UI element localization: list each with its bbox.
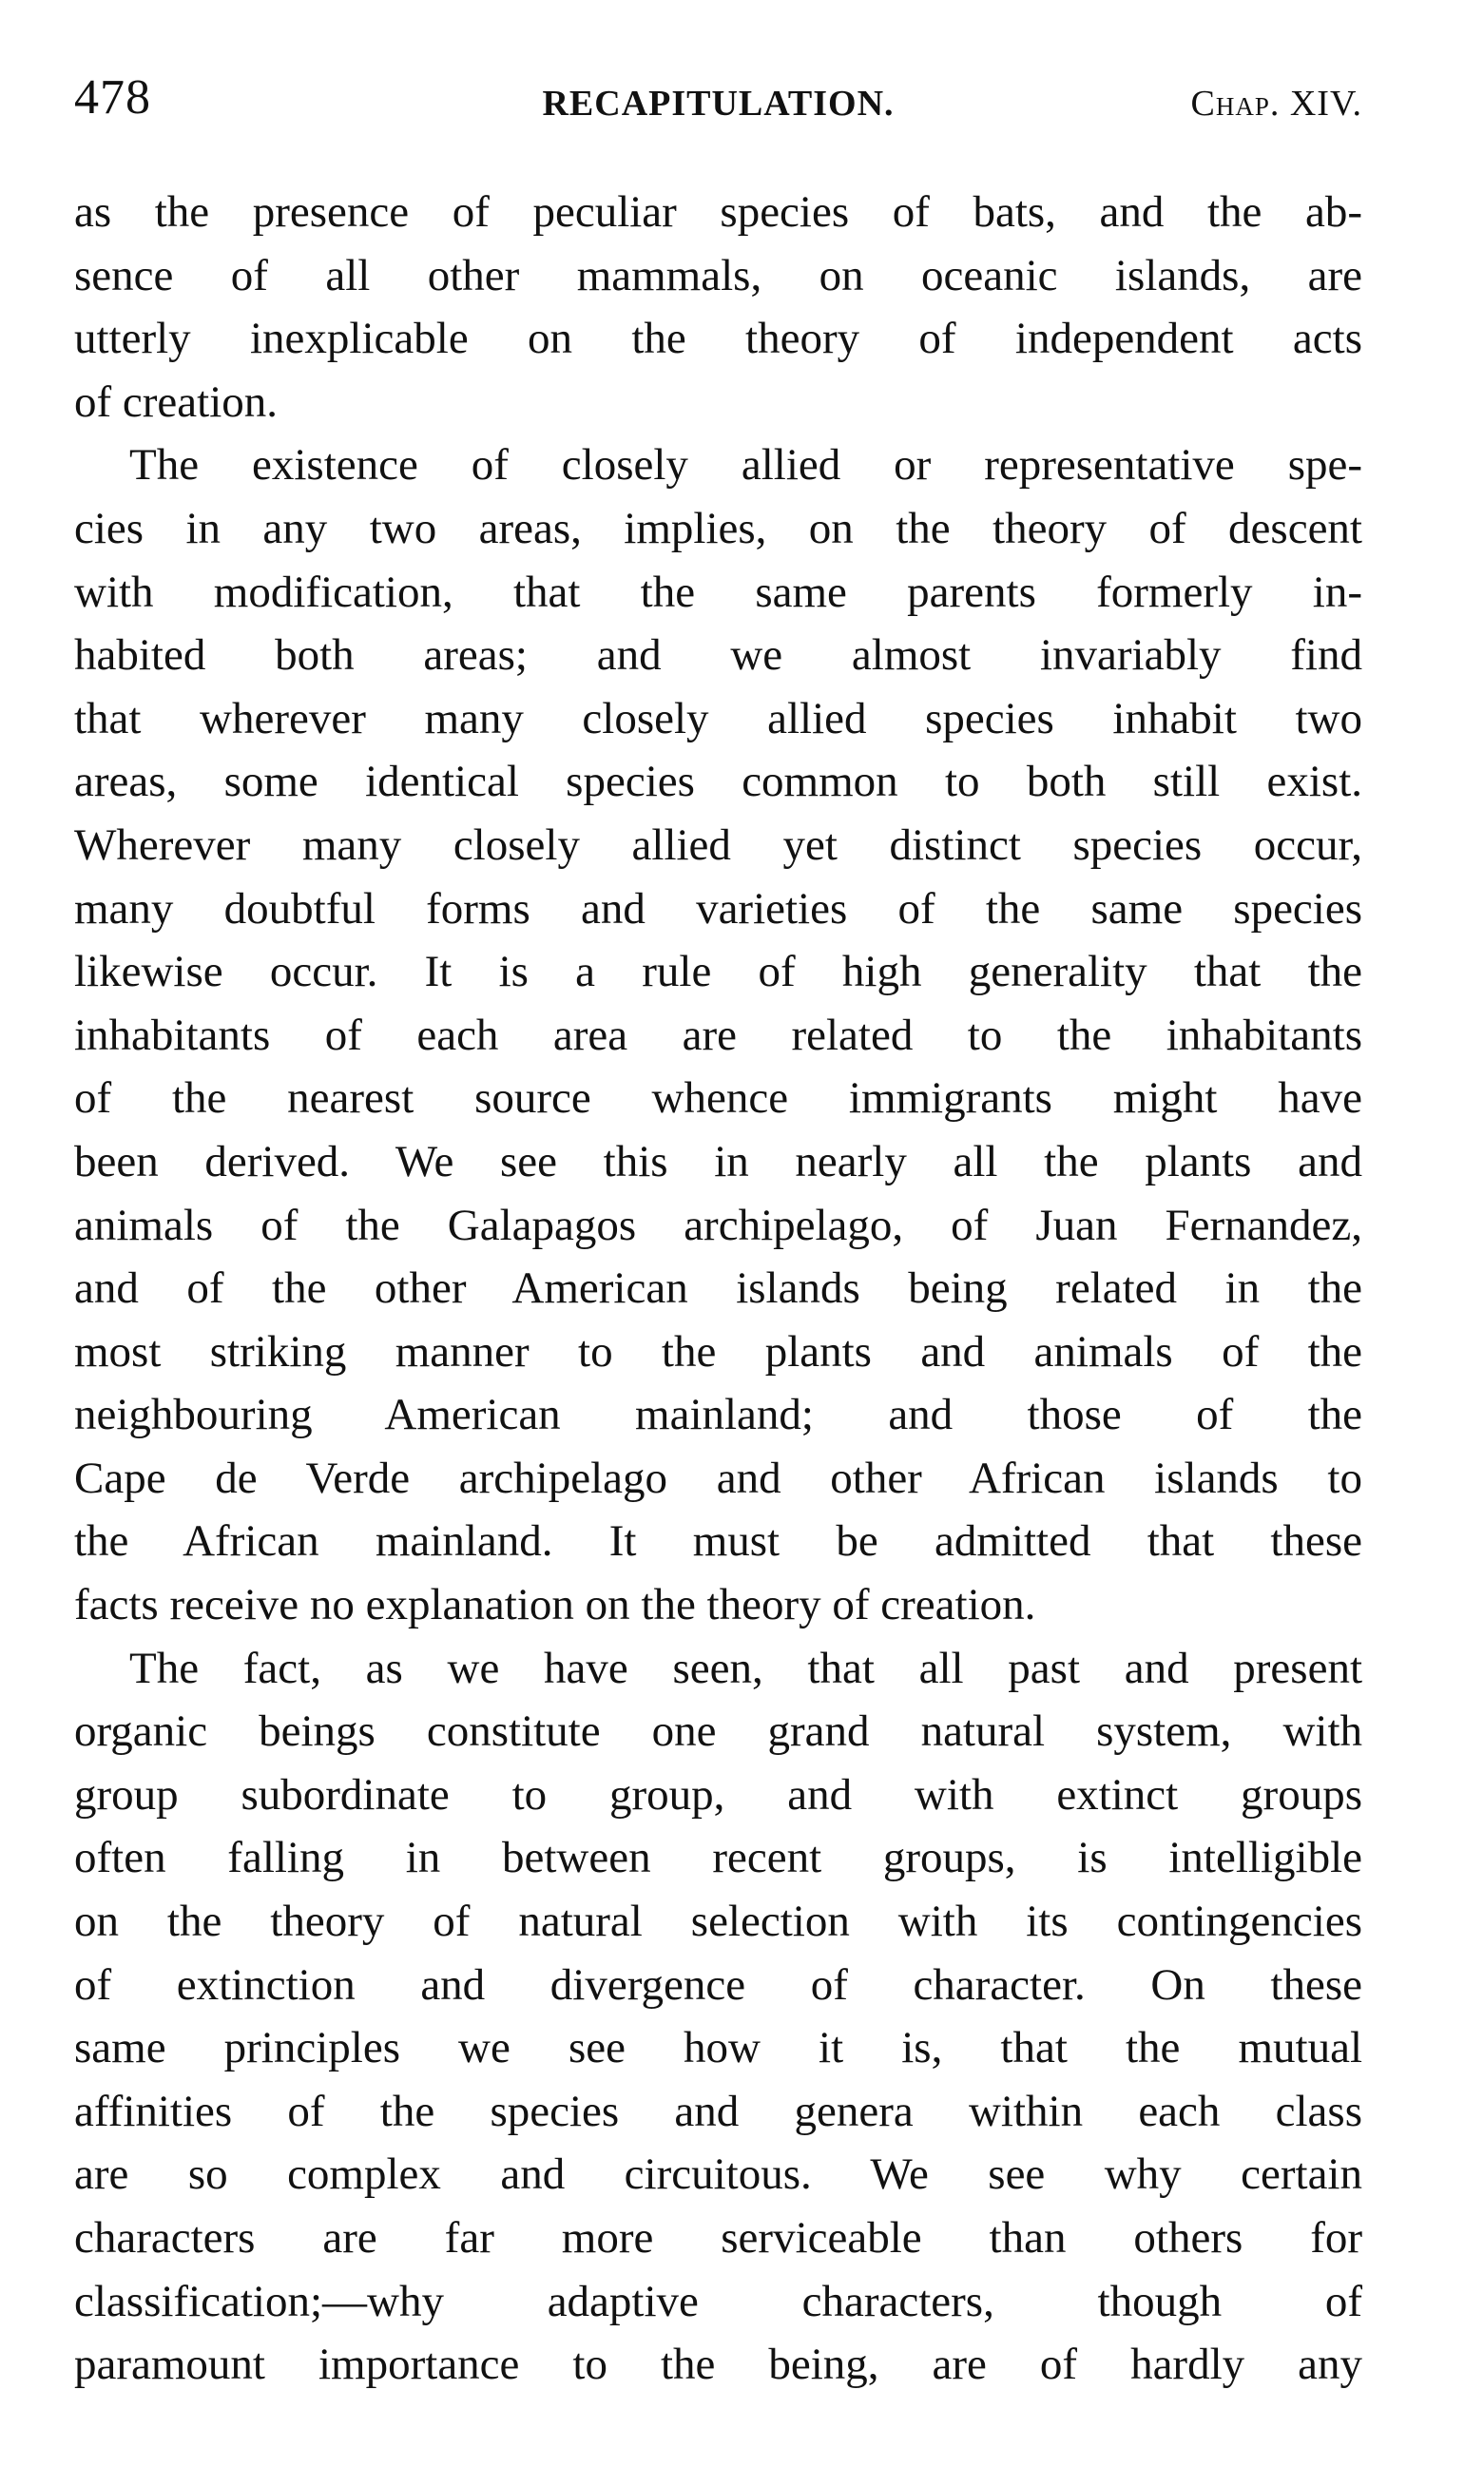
text-line: habited both areas; and we almost invariably find xyxy=(74,630,1362,681)
text-line: facts receive no explanation on the theory of creation. xyxy=(74,1580,1036,1630)
text-line: The fact, as we have seen, that all past and present xyxy=(129,1643,1362,1693)
text-line: inhabitants of each area are related to the inhabitants xyxy=(74,1010,1362,1060)
text-line: most striking manner to the plants and animals of the xyxy=(74,1326,1362,1377)
text-line: paramount importance to the being, are of hardly any xyxy=(74,2340,1362,2390)
text-line: sence of all other mammals, on oceanic islands, are xyxy=(74,250,1362,300)
text-line: affinities of the species and genera within each class xyxy=(74,2086,1362,2136)
text-line: Cape de Verde archipelago and other African islands to xyxy=(74,1453,1362,1503)
text-line: cies in any two areas, implies, on the theory of descent xyxy=(74,503,1362,553)
text-line: of extinction and divergence of character. On these xyxy=(74,1959,1362,2010)
text-line: likewise occur. It is a rule of high generality that the xyxy=(74,947,1362,997)
text-line: neighbouring American mainland; and those of the xyxy=(74,1390,1362,1440)
text-line: as the presence of peculiar species of bats, and the ab- xyxy=(74,187,1362,237)
text-line: group subordinate to group, and with extinct groups xyxy=(74,1769,1362,1820)
text-line: of creation. xyxy=(74,376,279,427)
text-line: often falling in between recent groups, is intelligible xyxy=(74,1833,1362,1883)
text-line: that wherever many closely allied species inhabit two xyxy=(74,693,1362,743)
text-line: same principles we see how it is, that the mutual xyxy=(74,2023,1362,2073)
chapter-label: Chap. XIV. xyxy=(1190,84,1362,124)
text-line: many doubtful forms and varieties of the same species xyxy=(74,883,1362,934)
text-line: been derived. We see this in nearly all the plants and xyxy=(74,1136,1362,1186)
page-number: 478 xyxy=(74,70,151,125)
text-line: The existence of closely allied or representative spe- xyxy=(129,440,1362,491)
running-title: RECAPITULATION. xyxy=(542,84,895,124)
text-line: animals of the Galapagos archipelago, of Juan Fernandez, xyxy=(74,1200,1362,1250)
body-text xyxy=(74,181,1362,2397)
text-line: and of the other American islands being related in the xyxy=(74,1263,1362,1314)
text-line: of the nearest source whence immigrants might have xyxy=(74,1073,1362,1124)
page-header xyxy=(74,65,1362,131)
text-line: Wherever many closely allied yet distinct species occur, xyxy=(74,819,1362,870)
text-line: with modification, that the same parents formerly in- xyxy=(74,567,1362,617)
text-line: are so complex and circuitous. We see why certain xyxy=(74,2149,1362,2200)
text-line: characters are far more serviceable than others for xyxy=(74,2213,1362,2263)
text-line: organic beings constitute one grand natural system, with xyxy=(74,1706,1362,1757)
text-line: utterly inexplicable on the theory of independent acts xyxy=(74,314,1362,364)
text-line: the African mainland. It must be admitted that these xyxy=(74,1516,1362,1567)
text-line: classification;—why adaptive characters, though of xyxy=(74,2276,1362,2326)
text-line: areas, some identical species common to both still exist. xyxy=(74,757,1362,807)
text-line: on the theory of natural selection with its contingencies xyxy=(74,1897,1362,1947)
